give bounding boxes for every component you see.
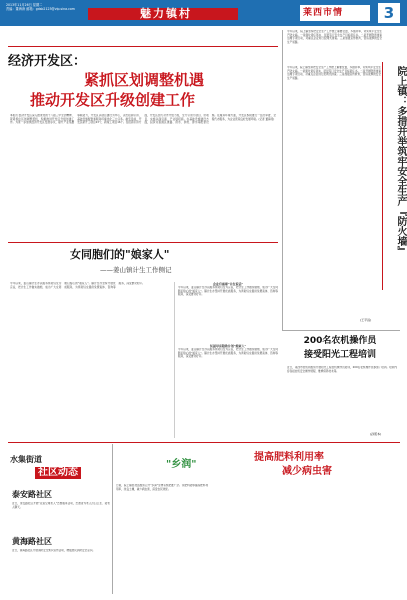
water-street-banner: 社区动态 xyxy=(35,467,81,479)
story4-headline-line2: 减少病虫害 xyxy=(282,466,332,477)
right-story-body: 今年以来，院上镇坚持把安全生产工作摆上重要位置，多措并举，切实筑牢安全生产防火墙。一是强化责任落实，层层签订安全生产目标责任书。二是开展隐患排查治理专项行动，对重点企业进行拉网式排查。三是加强宣传教育，营造浓厚的安全生产氛围。 xyxy=(287,66,381,80)
story2-body: 今年以来，姜山镇计生办以服务育龄妇女为宗旨，把计生工作做实做细，成为广大女同胞们贴心的"娘家人"。镇计生办坚持开展优质服务，为育龄妇女提供免费查体、咨询等服务，深受群众好评。 xyxy=(10,282,145,289)
story4-quote: "乡润" xyxy=(166,459,197,470)
story2-headline: 女同胞们的"娘家人" xyxy=(70,248,170,261)
right-story-lead: 今年以来，院上镇坚持把安全生产工作摆上重要位置，多措并举，切实筑牢安全生产防火墙。一是强化责任落实，层层签订安全生产目标责任书。二是开展隐患排查治理专项行动，对重点企业进行拉网式排查。三是加强宣传教育，营造浓厚的安全生产氛围。 xyxy=(287,30,382,44)
taian-title: 泰安路社区 xyxy=(12,490,52,499)
story3-subhead: 接受阳光工程培训 xyxy=(303,350,376,360)
story2-sidebar-head1: 企业有需要"计生说话" xyxy=(212,282,244,286)
story1-headline-line1: 紧抓区划调整机遇 xyxy=(84,71,205,89)
divider xyxy=(282,330,400,331)
story2-subhead: ——姜山镇计生工作侧记 xyxy=(100,266,172,274)
right-story-byline: (王平昌) xyxy=(360,318,372,322)
story3-body: 近日，莱西市农机局组织开展阳光工程农机操作员培训，200名农机操作员参加了培训。培训内容包括农机安全操作规程、维修保养技术等。 xyxy=(287,366,397,373)
edition-name: 莱西市情 xyxy=(303,8,344,18)
header-editor: 责编：董海涛 邮箱：gdsb2123@vip.sina.com xyxy=(6,7,75,11)
story1-headline-line2: 推动开发区升级创建工作 xyxy=(30,91,196,109)
huangpu-body: 近日，黄海路社区开展消防安全知识宣传活动，增强居民消防安全意识。 xyxy=(12,549,95,552)
story2-sidebar-text1: 今年以来，姜山镇计生办以服务育龄妇女为宗旨，把计生工作做实做细，成为广大女同胞们贴心的"娘家人"。镇计生办坚持开展优质服务，为育龄妇女提供免费查体、咨询等服务，深受群众好评。 xyxy=(178,286,278,297)
column-divider xyxy=(282,30,283,330)
divider xyxy=(8,46,278,47)
story3-byline: (孙照本) xyxy=(370,432,382,436)
header-date-block xyxy=(6,3,86,11)
story2-sidebar-text2: 今年以来，姜山镇计生办以服务育龄妇女为宗旨，把计生工作做实做细，成为广大女同胞们贴心的"娘家人"。镇计生办坚持开展优质服务，为育龄妇女提供免费查体、咨询等服务，深受群众好评。 xyxy=(178,348,278,359)
huangpu-title: 黄海路社区 xyxy=(12,537,52,546)
water-street-title: 水集街道 xyxy=(10,455,42,464)
story1-kicker: 经济开发区： xyxy=(8,54,87,69)
story4-headline-line1: 提高肥料利用率 xyxy=(254,452,324,463)
taian-body: 近日，泰安路社区开展"关爱空巢老人"志愿服务活动，志愿者为老人打扫卫生、陪老人聊天。 xyxy=(12,502,110,509)
story1-body: 本报讯 经济开发区深入推进党的十八届三中全会精神，紧紧抓住区划调整契机，积极推进开发区升级创建工作。为进一步加快经济开发区发展步伐，提升产业集聚承载能力，开发区以项目建设为中心，突出招商引资、基础设施配套和服务环境优化三大任务。截至目前，开发区新开工项目23个，新竣工项目16个。在招商引资方面，开发区加大对外开放力度，全力引进大项目、好项目，实施以商引商、产业链招商。在基础设施建设方面，投资完善园区道路、供水、供电、排水等配套设施。在服务环境方面，开发区积极推行一站式审批、全程代办服务，为企业营造良好发展环境。(记者 董海涛) xyxy=(10,114,276,125)
story3-headline: 200名农机操作员 xyxy=(303,336,377,346)
page-number: 3 xyxy=(378,3,400,23)
column-divider xyxy=(112,444,113,594)
story2-sidebar xyxy=(174,282,278,438)
header-date: 2013年11月26日 星期二 xyxy=(6,3,43,7)
divider xyxy=(8,242,278,243)
story4-body: 日前，院上镇农技站组织召开"乡润"生物有机肥推广会。该肥料能够提高肥料利用率，改良土壤，减少病虫害，深受农民欢迎。 xyxy=(116,484,208,491)
right-story-vertical-headline: 院上镇：多措并举筑牢安全生产『防火墙』 xyxy=(395,66,406,256)
divider xyxy=(8,442,400,443)
story2-sidebar-head2: 贫困母亲陪助计划"娘家人" xyxy=(209,344,247,348)
masthead-title: 魅力镇村 xyxy=(140,7,192,20)
vertical-rule xyxy=(382,62,383,290)
